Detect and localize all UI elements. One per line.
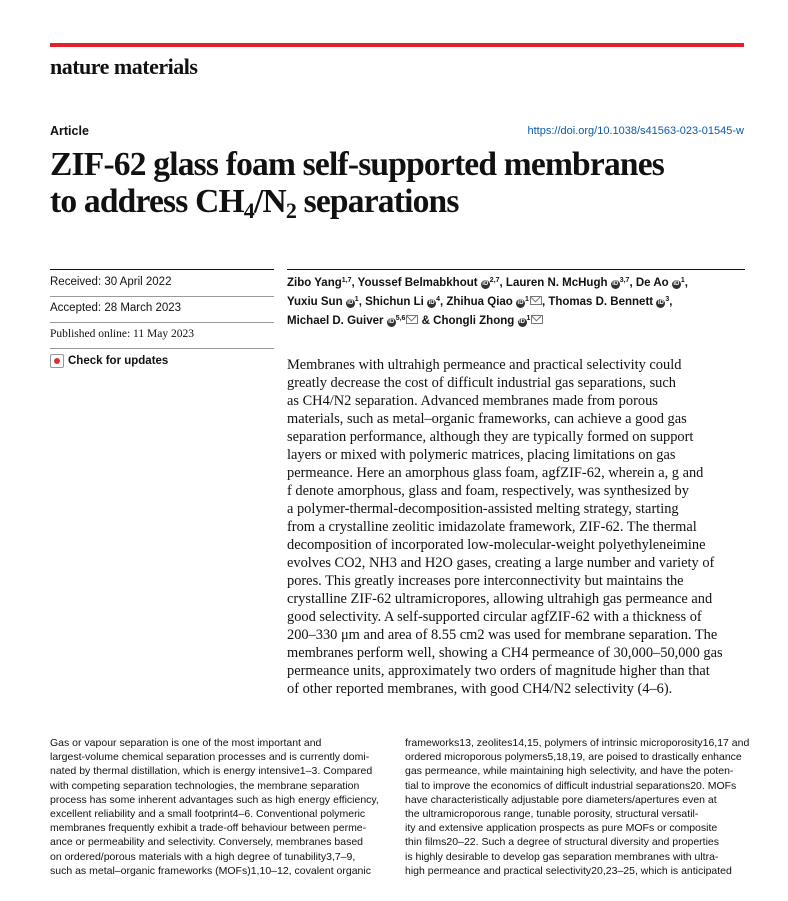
- abstract-line: crystalline ZIF-62 ultramicropores, allowing ultrahigh gas permeance and: [287, 591, 713, 607]
- abstract-line: a polymer-thermal-decomposition-assisted melting strategy, starting: [287, 501, 679, 517]
- abstract-line: as CH4/N2 separation. Advanced membranes made from porous: [287, 393, 658, 409]
- body-column-right: [405, 736, 750, 878]
- affiliation: 1,7: [341, 277, 352, 284]
- divider: [50, 348, 274, 349]
- author-conjunction: &: [421, 315, 430, 327]
- body-line: membranes frequently exhibit a trade-off behaviour between perme-: [50, 822, 367, 835]
- author-name[interactable]: De Ao: [635, 277, 669, 289]
- orcid-icon[interactable]: iD: [517, 300, 524, 306]
- author-name[interactable]: Zibo Yang: [287, 277, 342, 289]
- affiliation: 4: [436, 296, 440, 303]
- orcid-icon[interactable]: iD: [673, 281, 680, 287]
- abstract-line: of other reported membranes, with good CH4/N2 selectivity (4–6).: [287, 681, 673, 697]
- affiliation: 3: [665, 296, 670, 303]
- affiliation: 5,6: [395, 315, 406, 322]
- affiliation: 1: [526, 315, 531, 322]
- divider: [50, 296, 274, 297]
- abstract-line: good selectivity. A self-supported circular agfZIF-62 with a thickness of: [287, 609, 702, 625]
- orcid-icon[interactable]: iD: [657, 300, 664, 306]
- check-updates-icon: [50, 354, 64, 368]
- affiliation: 2,7: [489, 277, 500, 284]
- affiliation: 3,7: [619, 277, 630, 284]
- abstract-line: greatly decrease the cost of difficult industrial gas separations, such: [287, 375, 676, 391]
- body-column-left: [50, 736, 390, 878]
- abstract-line: f denote amorphous, glass and foam, respectively, was synthesized by: [287, 483, 689, 499]
- body-line: ance or permeability and selectivity. Conversely, membranes based: [50, 836, 364, 849]
- body-line: high permeance and practical selectivity20,23–25, which is anticipated: [405, 864, 732, 877]
- abstract-line: Membranes with ultrahigh permeance and practical selectivity could: [287, 357, 682, 373]
- abstract-line: membranes perform well, showing a CH4 permeance of 30,000–50,000 gas: [287, 645, 723, 661]
- abstract-line: evolves CO2, NH3 and H2O gases, creating a large number and variety of: [287, 555, 715, 571]
- body-line: with competing separation technologies, the membrane separation: [50, 779, 360, 792]
- header-red-rule: [50, 43, 744, 47]
- author-list: [287, 274, 747, 331]
- abstract-line: separation performance, although they are typically formed on support: [287, 429, 694, 445]
- body-line: the ultramicroporous range, tunable porosity, structural versatil-: [405, 807, 699, 820]
- author-name[interactable]: Thomas D. Bennett: [548, 296, 654, 308]
- abstract-line: permeance. Here an amorphous glass foam, agfZIF-62, wherein a, g and: [287, 465, 704, 481]
- abstract: [287, 356, 747, 698]
- abstract-line: decomposition of incorporated low-molecular-weight polyethyleneimine: [287, 537, 706, 553]
- title-line-2: [50, 183, 750, 223]
- author-line: [287, 312, 747, 331]
- journal-name[interactable]: nature materials: [50, 54, 198, 79]
- body-line: thin films20–22. Such a degree of structural diversity and properties: [405, 836, 720, 849]
- divider: [50, 322, 274, 323]
- body-line: on ordered/porous materials with a high degree of tunability3,7–9,: [50, 850, 356, 863]
- published-date: Published online: 11 May 2023: [50, 328, 194, 340]
- email-icon[interactable]: [406, 315, 418, 324]
- orcid-icon[interactable]: iD: [519, 319, 525, 325]
- affiliation: 1: [354, 296, 359, 303]
- abstract-line: permeance units, approximately two orders of magnitude higher than that: [287, 663, 710, 679]
- body-line: nated by thermal distillation, which is energy intensive1–3. Compared: [50, 765, 373, 778]
- abstract-line: 200–330 μm and area of 8.55 cm2 was used for membrane separation. The: [287, 627, 718, 643]
- divider: [287, 269, 745, 270]
- doi-link[interactable]: https://doi.org/10.1038/s41563-023-01545-w: [527, 125, 744, 137]
- abstract-line: materials, such as metal–organic frameworks, can achieve a good gas: [287, 411, 687, 427]
- title-part: to address CH: [50, 183, 244, 220]
- author-name[interactable]: Michael D. Guiver: [287, 315, 384, 327]
- orcid-icon[interactable]: iD: [482, 281, 489, 287]
- body-line: such as metal–organic frameworks (MOFs)1,10–12, covalent organic: [50, 864, 371, 877]
- received-date: Received: 30 April 2022: [50, 276, 172, 288]
- body-line: tial to improve the economics of difficult industrial separations20. MOFs: [405, 779, 737, 792]
- title-subscript: 4: [243, 198, 254, 223]
- body-line: gas permeance, while maintaining high selectivity, and have the poten-: [405, 765, 734, 778]
- abstract-line: pores. This greatly increases pore interconnectivity but maintains the: [287, 573, 684, 589]
- body-line: ity and extensive application prospects as pure MOFs or composite: [405, 822, 718, 835]
- author-name[interactable]: Lauren N. McHugh: [505, 277, 608, 289]
- article-title: [50, 146, 750, 223]
- title-part: separations: [296, 183, 459, 220]
- affiliation: 1: [680, 277, 685, 284]
- orcid-icon[interactable]: iD: [428, 300, 435, 306]
- author-line: Yuxiu Sun iD $^1$, Shichun Li iD $^4$, Zhihua Qiao iD $^1$ , Thomas D. Bennett iD $^3$,: [287, 296, 673, 308]
- abstract-line: layers or mixed with polymeric matrices, placing limitations on gas: [287, 447, 676, 463]
- check-for-updates-button[interactable]: [50, 354, 168, 368]
- email-icon[interactable]: [530, 296, 542, 305]
- body-line: is highly desirable to develop gas separation membranes with ultra-: [405, 850, 719, 863]
- author-line: Zibo Yang$^{1,7}$, Youssef Belmabkhout iD $^{2,7}$, Lauren N. McHugh iD $^{3,7}$, De Ao iD $^1$,: [287, 277, 688, 289]
- email-icon[interactable]: [531, 315, 543, 324]
- author-name[interactable]: Yuxiu Sun: [287, 296, 343, 308]
- body-line: frameworks13, zeolites14,15, polymers of intrinsic microporosity16,17 and: [405, 737, 750, 749]
- article-type-label: Article: [50, 124, 89, 138]
- author-name[interactable]: Youssef Belmabkhout: [357, 277, 478, 289]
- body-line: process has some inherent advantages such as high energy efficiency,: [50, 793, 379, 806]
- orcid-icon[interactable]: iD: [347, 300, 354, 306]
- body-line: ordered microporous polymers5,18,19, are poised to drastically enhance: [405, 751, 742, 764]
- author-name[interactable]: Chongli Zhong: [433, 315, 515, 327]
- body-line: largest-volume chemical separation processes and is currently domi-: [50, 751, 370, 764]
- affiliation: 1: [525, 296, 529, 303]
- title-part: /N: [253, 183, 286, 220]
- check-updates-label: Check for updates: [68, 355, 169, 367]
- body-line: excellent reliability and a small footprint4–6. Conventional polymeric: [50, 807, 366, 820]
- title-line-1: ZIF-62 glass foam self-supported membranes: [50, 146, 665, 183]
- author-name[interactable]: Shichun Li: [365, 296, 424, 308]
- body-line: have characteristically adjustable pore diameters/apertures even at: [405, 793, 717, 806]
- body-line: Gas or vapour separation is one of the most important and: [50, 737, 322, 749]
- accepted-date: Accepted: 28 March 2023: [50, 302, 182, 314]
- divider: [50, 269, 274, 270]
- orcid-icon[interactable]: iD: [612, 281, 619, 287]
- abstract-line: from a crystalline zeolitic imidazolate framework, ZIF-62. The thermal: [287, 519, 697, 535]
- author-name[interactable]: Zhihua Qiao: [446, 296, 513, 308]
- title-subscript: 2: [285, 198, 297, 223]
- orcid-icon[interactable]: iD: [388, 319, 395, 325]
